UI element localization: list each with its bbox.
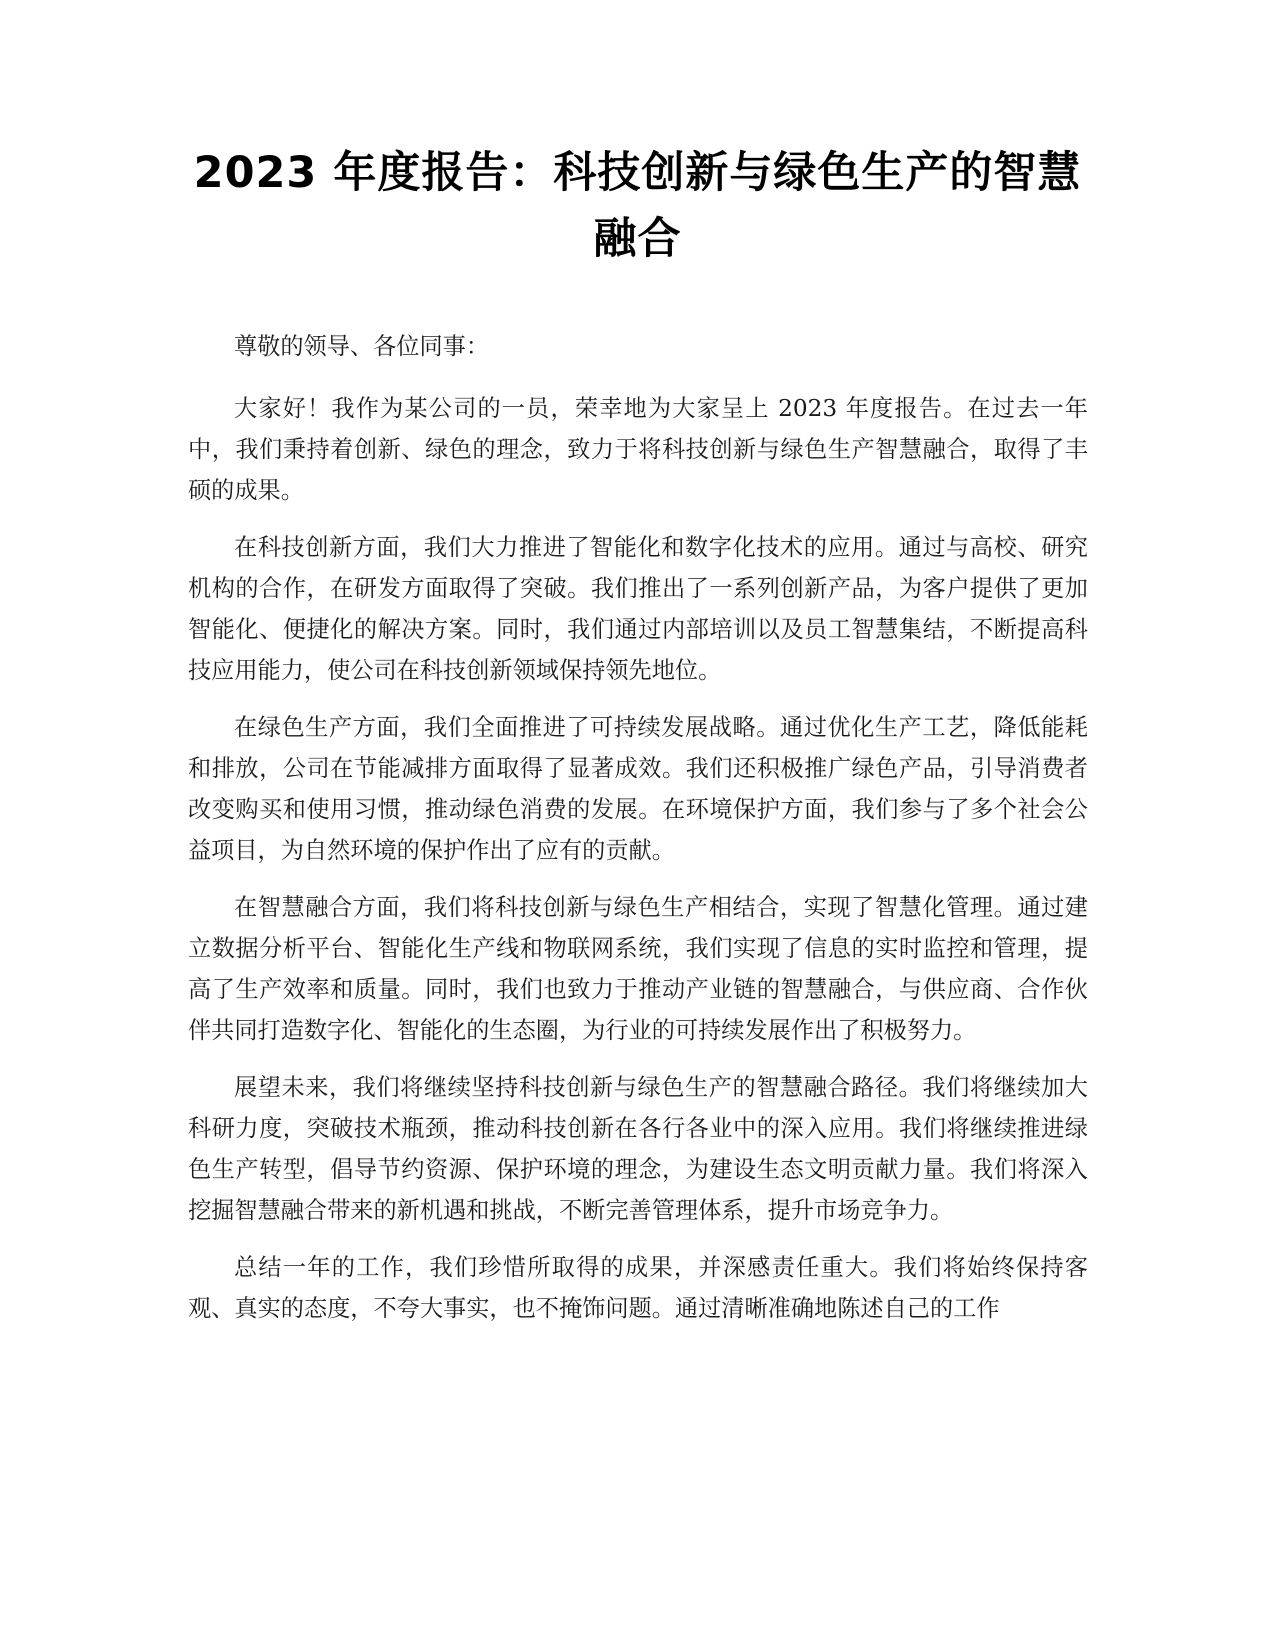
document-body bbox=[188, 326, 1088, 1345]
paragraph-intro: 大家好！我作为某公司的一员，荣幸地为大家呈上 2023 年度报告。在过去一年中，我们秉持着创新、绿色的理念，致力于将科技创新与绿色生产智慧融合，取得了丰硕的成果。 bbox=[188, 395, 1088, 504]
salutation: 尊敬的领导、各位同事： bbox=[234, 333, 490, 360]
paragraph-summary: 总结一年的工作，我们珍惜所取得的成果，并深感责任重大。我们将始终保持客观、真实的态度，不夸大事实，也不掩饰问题。通过清晰准确地陈述自己的工作 bbox=[188, 1254, 1088, 1322]
document-title: 2023 年度报告：科技创新与绿色生产的智慧融合 bbox=[193, 148, 1082, 264]
paragraph-green-production: 在绿色生产方面，我们全面推进了可持续发展战略。通过优化生产工艺，降低能耗和排放，公司在节能减排方面取得了显著成效。我们还积极推广绿色产品，引导消费者改变购买和使用习惯，推动绿色消费的发展。在环境保护方面，我们参与了多个社会公益项目，为自然环境的保护作出了应有的贡献。 bbox=[188, 714, 1088, 864]
paragraph-outlook: 展望未来，我们将继续坚持科技创新与绿色生产的智慧融合路径。我们将继续加大科研力度，突破技术瓶颈，推动科技创新在各行各业中的深入应用。我们将继续推进绿色生产转型，倡导节约资源、保护环境的理念，为建设生态文明贡献力量。我们将深入挖掘智慧融合带来的新机遇和挑战，不断完善管理体系，提升市场竞争力。 bbox=[188, 1074, 1088, 1224]
paragraph-smart-integration: 在智慧融合方面，我们将科技创新与绿色生产相结合，实现了智慧化管理。通过建立数据分析平台、智能化生产线和物联网系统，我们实现了信息的实时监控和管理，提高了生产效率和质量。同时，我们也致力于推动产业链的智慧融合，与供应商、合作伙伴共同打造数字化、智能化的生态圈，为行业的可持续发展作出了积极努力。 bbox=[188, 894, 1088, 1044]
paragraph-tech-innovation: 在科技创新方面，我们大力推进了智能化和数字化技术的应用。通过与高校、研究机构的合作，在研发方面取得了突破。我们推出了一系列创新产品，为客户提供了更加智能化、便捷化的解决方案。同时，我们通过内部培训以及员工智慧集结，不断提高科技应用能力，使公司在科技创新领域保持领先地位。 bbox=[188, 534, 1088, 684]
